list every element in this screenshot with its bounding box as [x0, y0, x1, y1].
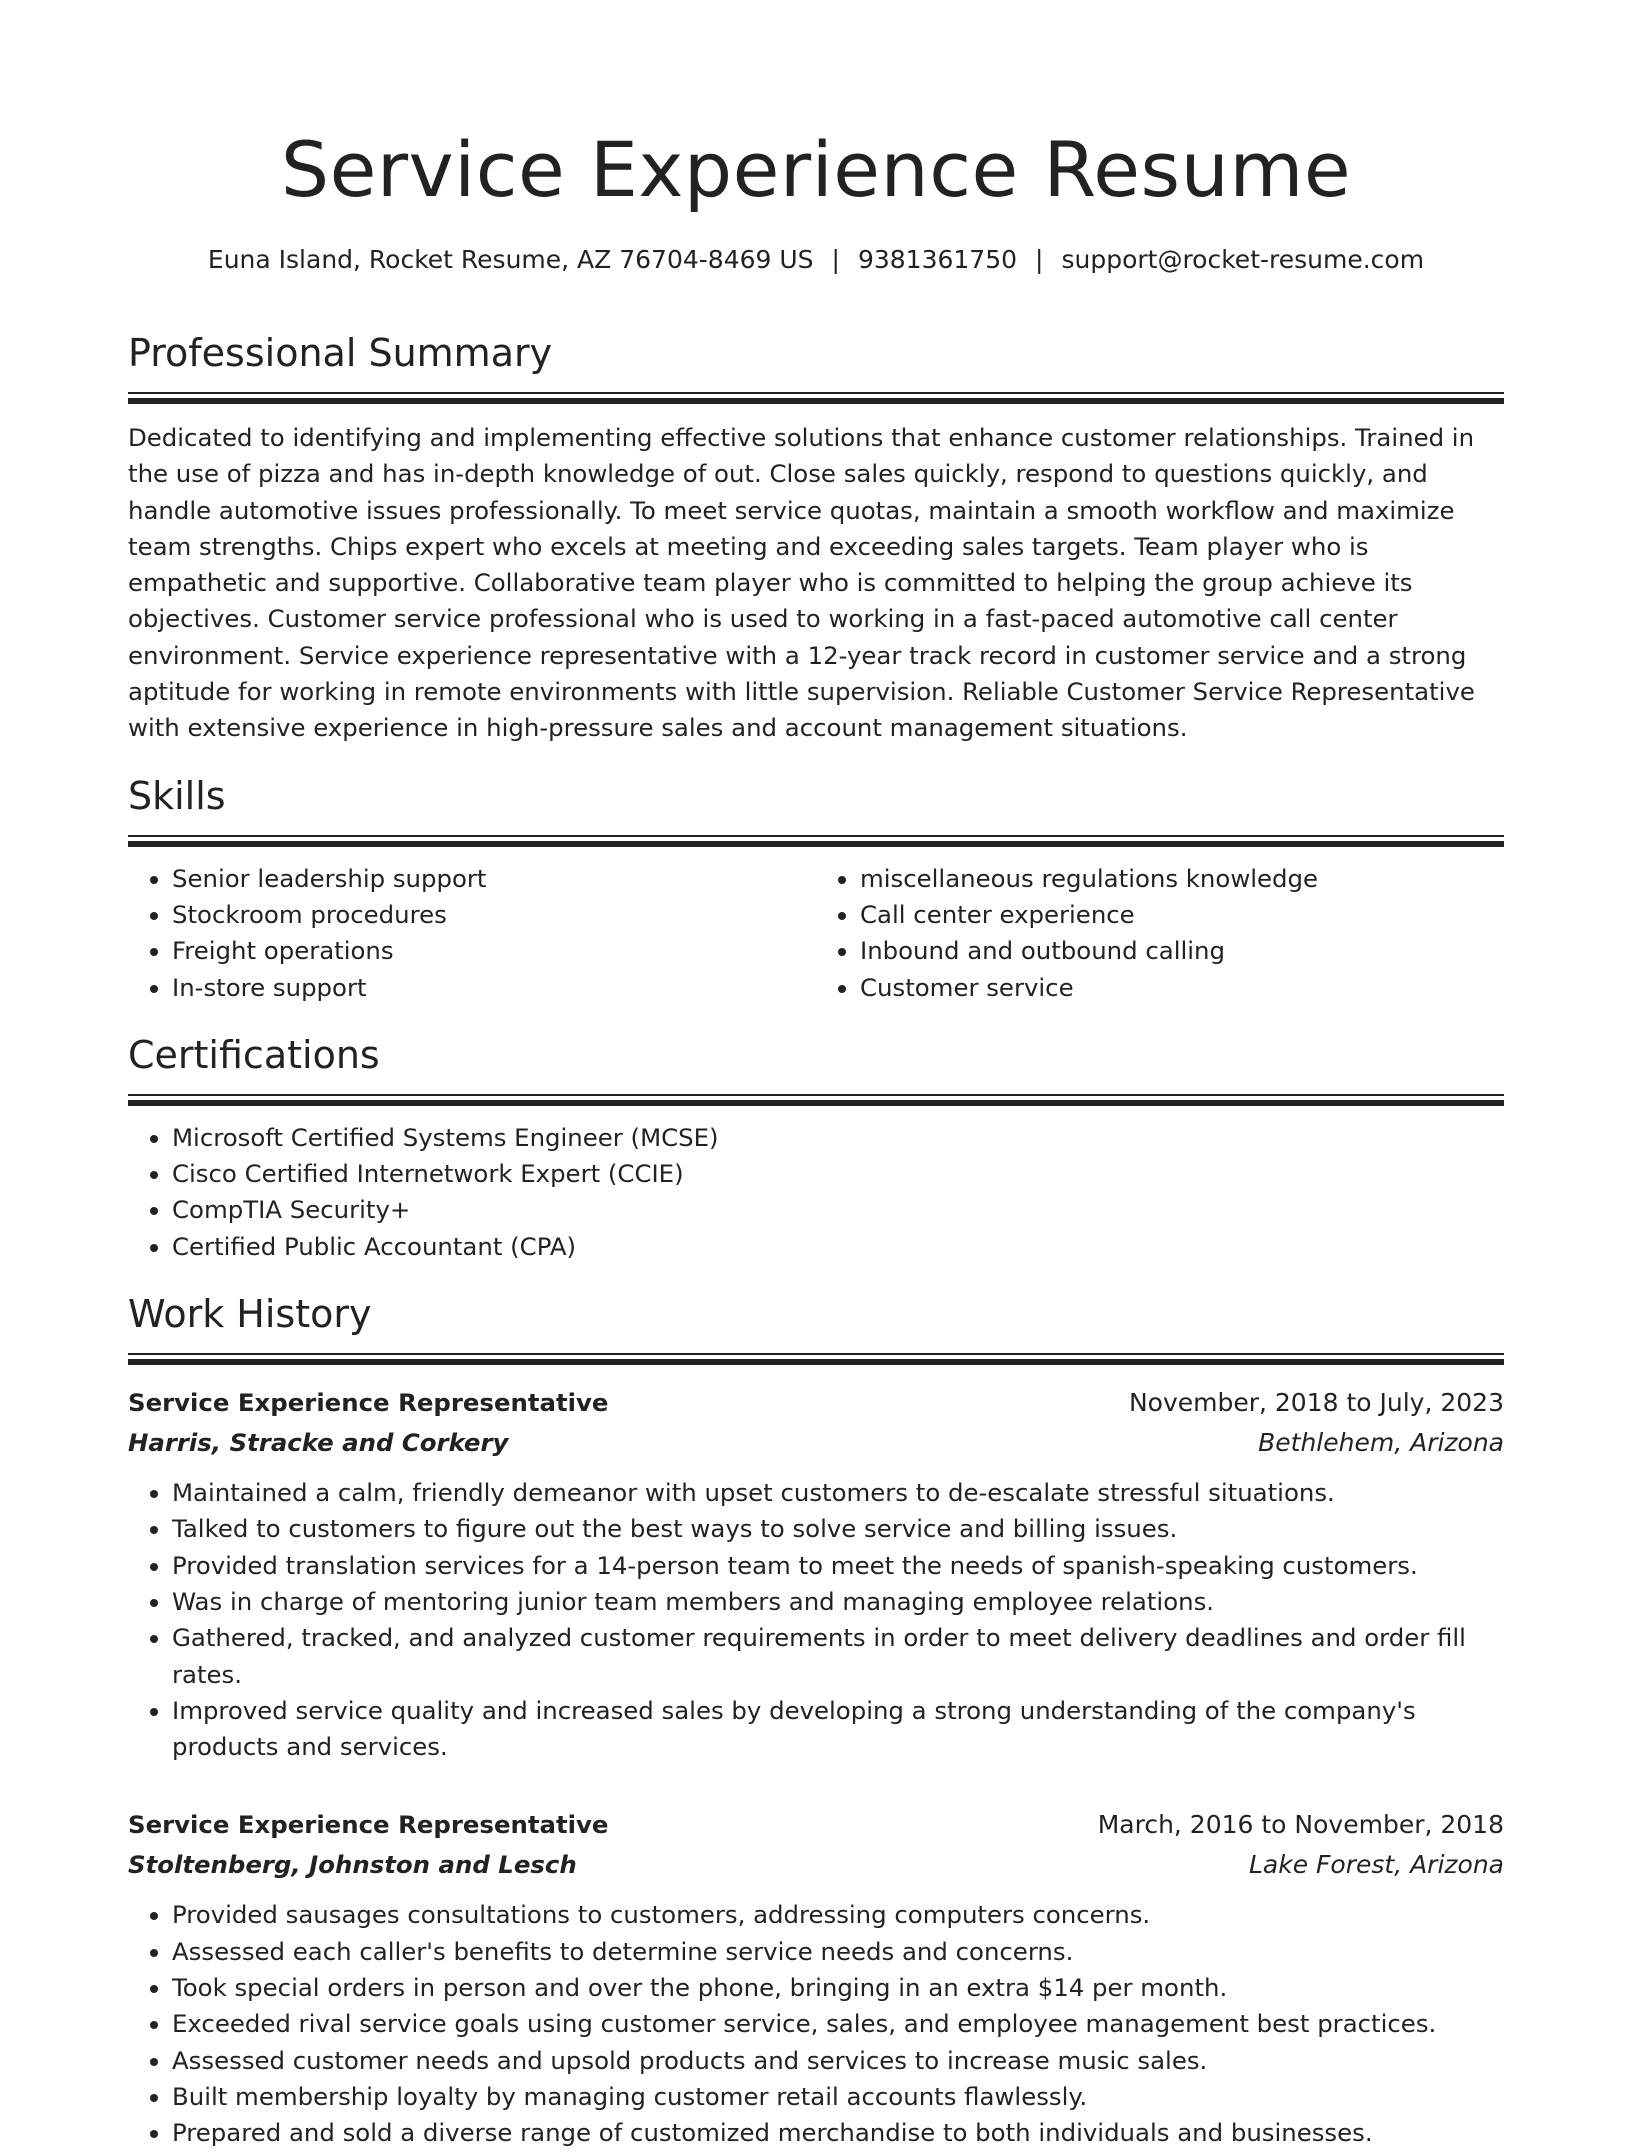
job-entry	[128, 1805, 1504, 2151]
certification-item: • CompTIA Security+	[172, 1192, 1504, 1228]
skill-item: • Freight operations	[172, 933, 816, 969]
skills-section	[128, 771, 1504, 1006]
section-divider	[128, 1353, 1504, 1365]
job-bullet: • Gathered, tracked, and analyzed customer requirements in order to meet delivery deadlines and order fill rates.	[172, 1620, 1504, 1693]
job-header-row	[128, 1805, 1504, 1845]
job-bullet: • Prepared and sold a diverse range of customized merchandise to both individuals and businesses.	[172, 2115, 1504, 2151]
section-title-skills: Skills	[128, 773, 226, 818]
job-bullet: • Built membership loyalty by managing customer retail accounts flawlessly.	[172, 2079, 1504, 2115]
resume-title: Service Experience Resume	[280, 125, 1352, 214]
section-title-summary: Professional Summary	[128, 331, 553, 375]
skill-item: • Senior leadership support	[172, 861, 816, 897]
section-divider	[128, 392, 1504, 404]
job-entry	[128, 1383, 1504, 1765]
job-company-row	[128, 1423, 1504, 1463]
job-bullet: • Maintained a calm, friendly demeanor with upset customers to de-escalate stressful situations.	[172, 1475, 1504, 1511]
certifications-section	[128, 1030, 1504, 1265]
job-bullet: • Talked to customers to figure out the best ways to solve service and billing issues.	[172, 1511, 1504, 1547]
contact-phone: 9381361750	[857, 245, 1018, 274]
skill-item: • Inbound and outbound calling	[860, 933, 1504, 969]
job-bullet: • Provided translation services for a 14-person team to meet the needs of spanish-speaking customers.	[172, 1548, 1504, 1584]
contact-line	[128, 242, 1504, 278]
job-company: Stoltenberg, Johnston and Lesch	[128, 1850, 577, 1880]
job-location: Bethlehem, Arizona	[1258, 1428, 1504, 1458]
section-divider	[128, 835, 1504, 847]
skills-list-left	[128, 861, 816, 1006]
summary-text: Dedicated to identifying and implementing effective solutions that enhance customer relationships. Trained in the use of pizza and has in-depth knowledge of out. Close sales quickly, respond to questions quickly, and handle automotive issues professionally. To meet service quotas, maintain a smooth workflow and maximize team strengths. Chips expert who excels at meeting and exceeding sales targets. Team player who is empathetic and supportive. Collaborative team player who is committed to helping the group achieve its objectives. Customer service professional who is used to working in a fast-paced automotive call center environment. Service experience representative with a 12-year track record in customer service and a strong aptitude for working in remote environments with little supervision. Reliable Customer Service Representative with extensive experience in high-pressure sales and account management situations.	[128, 423, 1475, 743]
work-history-section	[128, 1289, 1504, 2151]
job-bullet: • Improved service quality and increased sales by developing a strong understanding of the company's products and services.	[172, 1693, 1504, 1766]
job-dates: November, 2018 to July, 2023	[1128, 1388, 1504, 1418]
job-bullet: • Assessed each caller's benefits to determine service needs and concerns.	[172, 1934, 1504, 1970]
section-divider	[128, 1094, 1504, 1106]
job-company-row	[128, 1845, 1504, 1885]
skill-item: • Call center experience	[860, 897, 1504, 933]
job-bullet: • Assessed customer needs and upsold products and services to increase music sales.	[172, 2043, 1504, 2079]
skill-item: • Customer service	[860, 970, 1504, 1006]
job-bullets	[128, 1897, 1504, 2151]
job-bullet: • Provided sausages consultations to customers, addressing computers concerns.	[172, 1897, 1504, 1933]
job-title: Service Experience Representative	[128, 1388, 609, 1418]
certifications-list	[128, 1120, 1504, 1265]
job-bullet: • Was in charge of mentoring junior team members and managing employee relations.	[172, 1584, 1504, 1620]
skill-item: • miscellaneous regulations knowledge	[860, 861, 1504, 897]
skill-item: • In-store support	[172, 970, 816, 1006]
contact-separator: |	[1035, 245, 1044, 274]
contact-email: support@rocket-resume.com	[1061, 245, 1425, 274]
skills-list-right	[816, 861, 1504, 1006]
summary-section	[128, 328, 1504, 747]
job-location: Lake Forest, Arizona	[1248, 1850, 1504, 1880]
certification-item: • Microsoft Certified Systems Engineer (MCSE)	[172, 1120, 1504, 1156]
job-bullet: • Took special orders in person and over the phone, bringing in an extra $14 per month.	[172, 1970, 1504, 2006]
contact-address: Euna Island, Rocket Resume, AZ 76704-8469 US	[207, 245, 814, 274]
skill-item: • Stockroom procedures	[172, 897, 816, 933]
section-title-certifications: Certifications	[128, 1032, 380, 1077]
section-title-work-history: Work History	[128, 1292, 372, 1337]
certification-item: • Certified Public Accountant (CPA)	[172, 1229, 1504, 1265]
certification-item: • Cisco Certified Internetwork Expert (CCIE)	[172, 1156, 1504, 1192]
job-title: Service Experience Representative	[128, 1810, 609, 1840]
job-company: Harris, Stracke and Corkery	[128, 1428, 509, 1458]
job-bullets	[128, 1475, 1504, 1765]
job-dates: March, 2016 to November, 2018	[1097, 1810, 1504, 1840]
job-header-row	[128, 1383, 1504, 1423]
job-bullet: • Exceeded rival service goals using customer service, sales, and employee management best practices.	[172, 2006, 1504, 2042]
skills-grid	[128, 847, 1504, 1006]
contact-separator: |	[831, 245, 840, 274]
